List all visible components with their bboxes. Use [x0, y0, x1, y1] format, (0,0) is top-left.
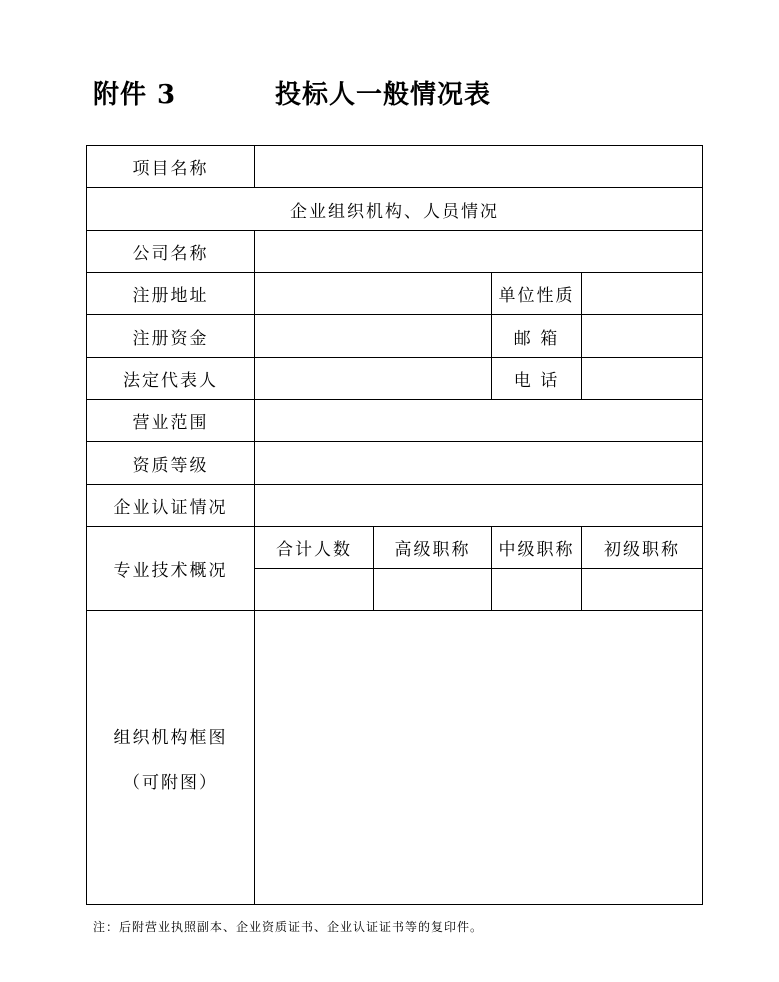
page-title: 投标人一般情况表: [275, 80, 492, 110]
phone-label: 电 话: [492, 358, 582, 400]
certification-label: 企业认证情况: [87, 485, 255, 527]
tech-col-intermediate: 中级职称: [492, 527, 582, 569]
org-chart-field[interactable]: [255, 611, 703, 905]
legal-rep-field[interactable]: [255, 358, 492, 400]
reg-capital-field[interactable]: [255, 315, 492, 358]
tech-intermediate-field[interactable]: [492, 569, 582, 611]
bidder-info-table: [86, 145, 703, 905]
tech-senior-field[interactable]: [374, 569, 492, 611]
tech-overview-label: 专业技术概况: [87, 527, 255, 611]
unit-nature-label: 单位性质: [492, 273, 582, 315]
phone-field[interactable]: [582, 358, 703, 400]
section-org-heading: 企业组织机构、人员情况: [87, 188, 703, 231]
org-chart-note: （可附图）: [123, 772, 218, 793]
tech-col-total: 合计人数: [255, 527, 374, 569]
unit-nature-field[interactable]: [582, 273, 703, 315]
tech-col-senior: 高级职称: [374, 527, 492, 569]
legal-rep-label: 法定代表人: [87, 358, 255, 400]
qualification-field[interactable]: [255, 442, 703, 485]
footer-note: 注：后附营业执照副本、企业资质证书、企业认证证书等的复印件。: [93, 920, 484, 934]
reg-capital-label: 注册资金: [87, 315, 255, 358]
tech-col-junior: 初级职称: [582, 527, 703, 569]
tech-junior-field[interactable]: [582, 569, 703, 611]
company-name-label: 公司名称: [87, 231, 255, 273]
org-chart-label: 组织机构框图: [113, 727, 228, 748]
project-name-label: 项目名称: [87, 146, 255, 188]
reg-address-label: 注册地址: [87, 273, 255, 315]
business-scope-field[interactable]: [255, 400, 703, 442]
reg-address-field[interactable]: [255, 273, 492, 315]
email-label: 邮 箱: [492, 315, 582, 358]
project-name-field[interactable]: [255, 146, 703, 188]
attachment-label: 附件 3: [93, 80, 177, 110]
email-field[interactable]: [582, 315, 703, 358]
qualification-label: 资质等级: [87, 442, 255, 485]
company-name-field[interactable]: [255, 231, 703, 273]
tech-total-field[interactable]: [255, 569, 374, 611]
certification-field[interactable]: [255, 485, 703, 527]
business-scope-label: 营业范围: [87, 400, 255, 442]
org-chart-label-cell: [87, 611, 255, 905]
